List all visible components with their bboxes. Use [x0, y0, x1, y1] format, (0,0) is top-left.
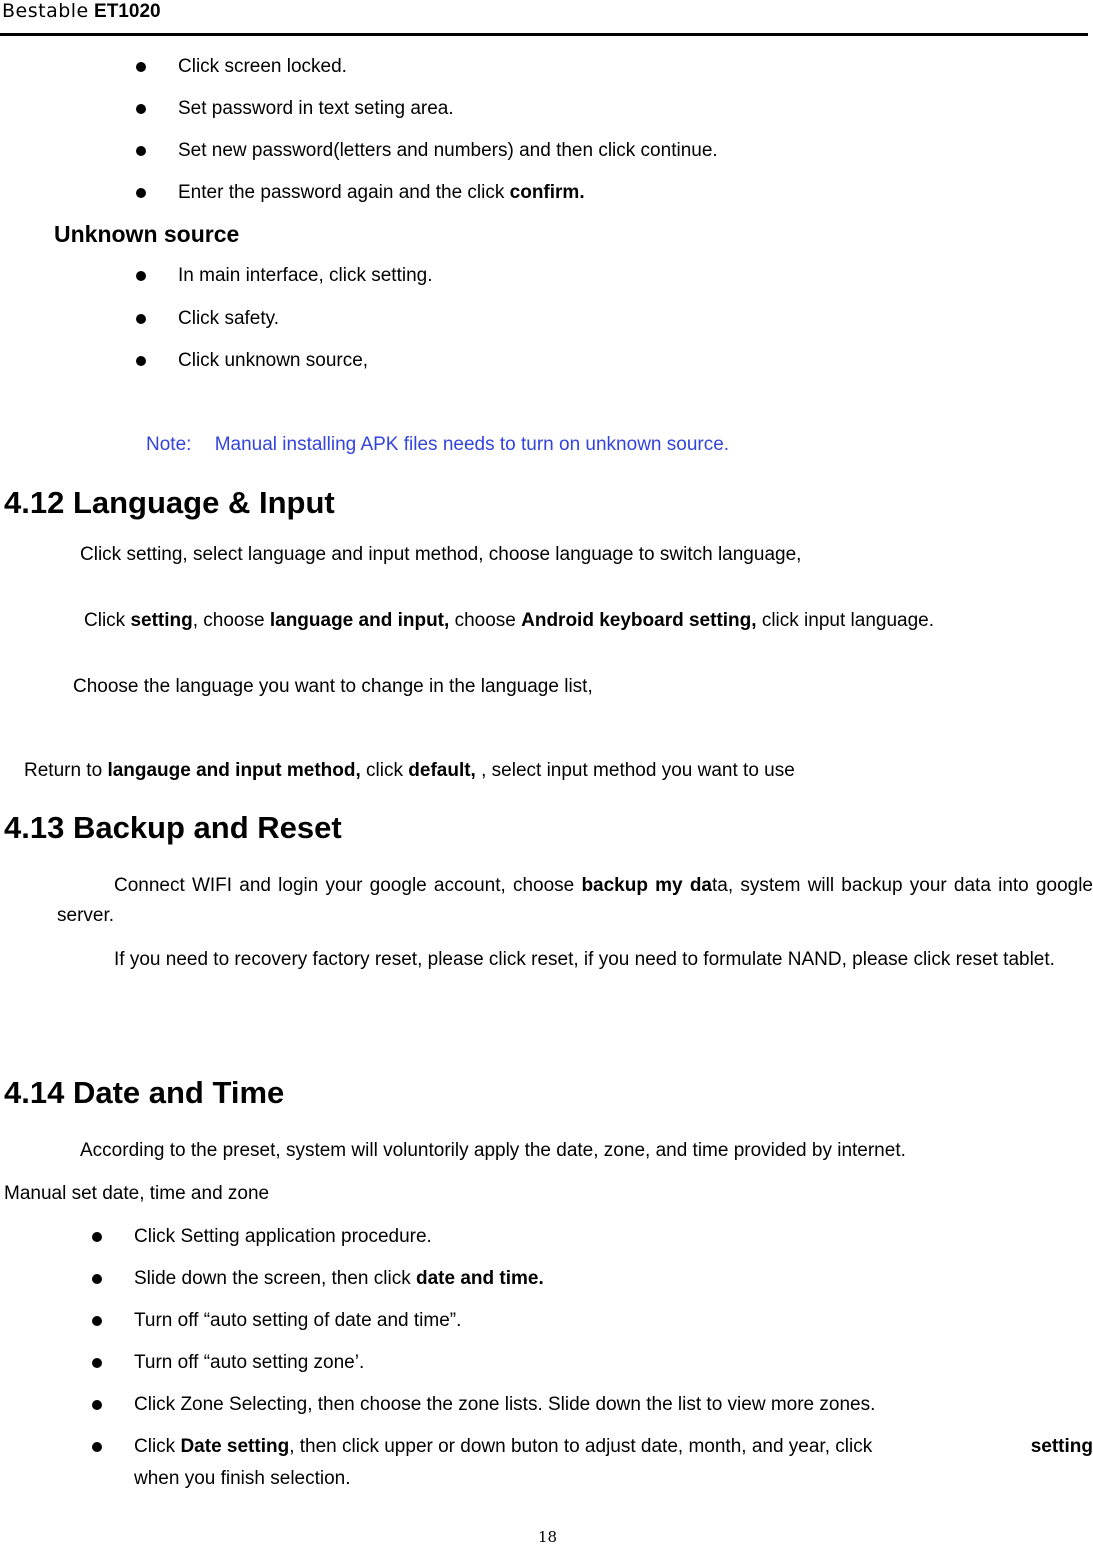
list-item: In main interface, click setting. — [178, 265, 433, 286]
list-item: Enter the password again and the click confirm. — [178, 182, 585, 203]
section-title-4-12: 4.12 Language & Input — [4, 485, 335, 520]
list-item: Turn off “auto setting of date and time”. — [134, 1310, 462, 1331]
note-label: Note: — [146, 434, 192, 455]
note — [146, 434, 729, 456]
paragraph: Click setting, select language and input method, choose language to switch language, — [80, 544, 802, 565]
paragraph: Choose the language you want to change in the language list, — [73, 676, 593, 697]
brand-name: Bestable — [2, 0, 89, 22]
list-item: Click unknown source, — [178, 350, 369, 371]
unknown-source-heading: Unknown source — [54, 221, 240, 247]
list-item: Click Setting application procedure. — [134, 1226, 432, 1247]
list-item: Turn off “auto setting zone’. — [134, 1352, 365, 1373]
list-item: Set new password(letters and numbers) and then click continue. — [178, 140, 718, 161]
section-title-4-13: 4.13 Backup and Reset — [4, 810, 342, 845]
page-header — [2, 0, 161, 23]
paragraph: Manual set date, time and zone — [4, 1183, 270, 1204]
list-item: Click safety. — [178, 308, 280, 329]
paragraph: Connect WIFI and login your google account, choose backup my data, system will backup your data into google server. — [57, 875, 1093, 926]
note-text: Manual installing APK files needs to turn on unknown source. — [214, 434, 730, 455]
header-rule — [0, 33, 1088, 36]
list-item: Click screen locked. — [178, 56, 347, 77]
list-item: Slide down the screen, then click date and time. — [134, 1268, 544, 1289]
paragraph: If you need to recovery factory reset, please click reset, if you need to formulate NAND, please click reset tablet. — [114, 949, 1055, 970]
list-item: Click Date setting, then click upper or down buton to adjust date, month, and year, click setting — [134, 1436, 1093, 1457]
model-name: ET1020 — [94, 1, 161, 22]
paragraph: Click setting, choose language and input, choose Android keyboard setting, click input language. — [84, 610, 934, 631]
list-item-continuation: when you finish selection. — [134, 1468, 351, 1489]
paragraph: Return to langauge and input method, click default, , select input method you want to use — [24, 760, 795, 781]
list-item: Set password in text seting area. — [178, 98, 454, 119]
paragraph: According to the preset, system will voluntorily apply the date, zone, and time provided by internet. — [80, 1140, 906, 1161]
list-item: Click Zone Selecting, then choose the zone lists. Slide down the list to view more zones. — [134, 1394, 876, 1415]
section-title-4-14: 4.14 Date and Time — [4, 1075, 285, 1110]
page-number: 18 — [538, 1528, 558, 1546]
